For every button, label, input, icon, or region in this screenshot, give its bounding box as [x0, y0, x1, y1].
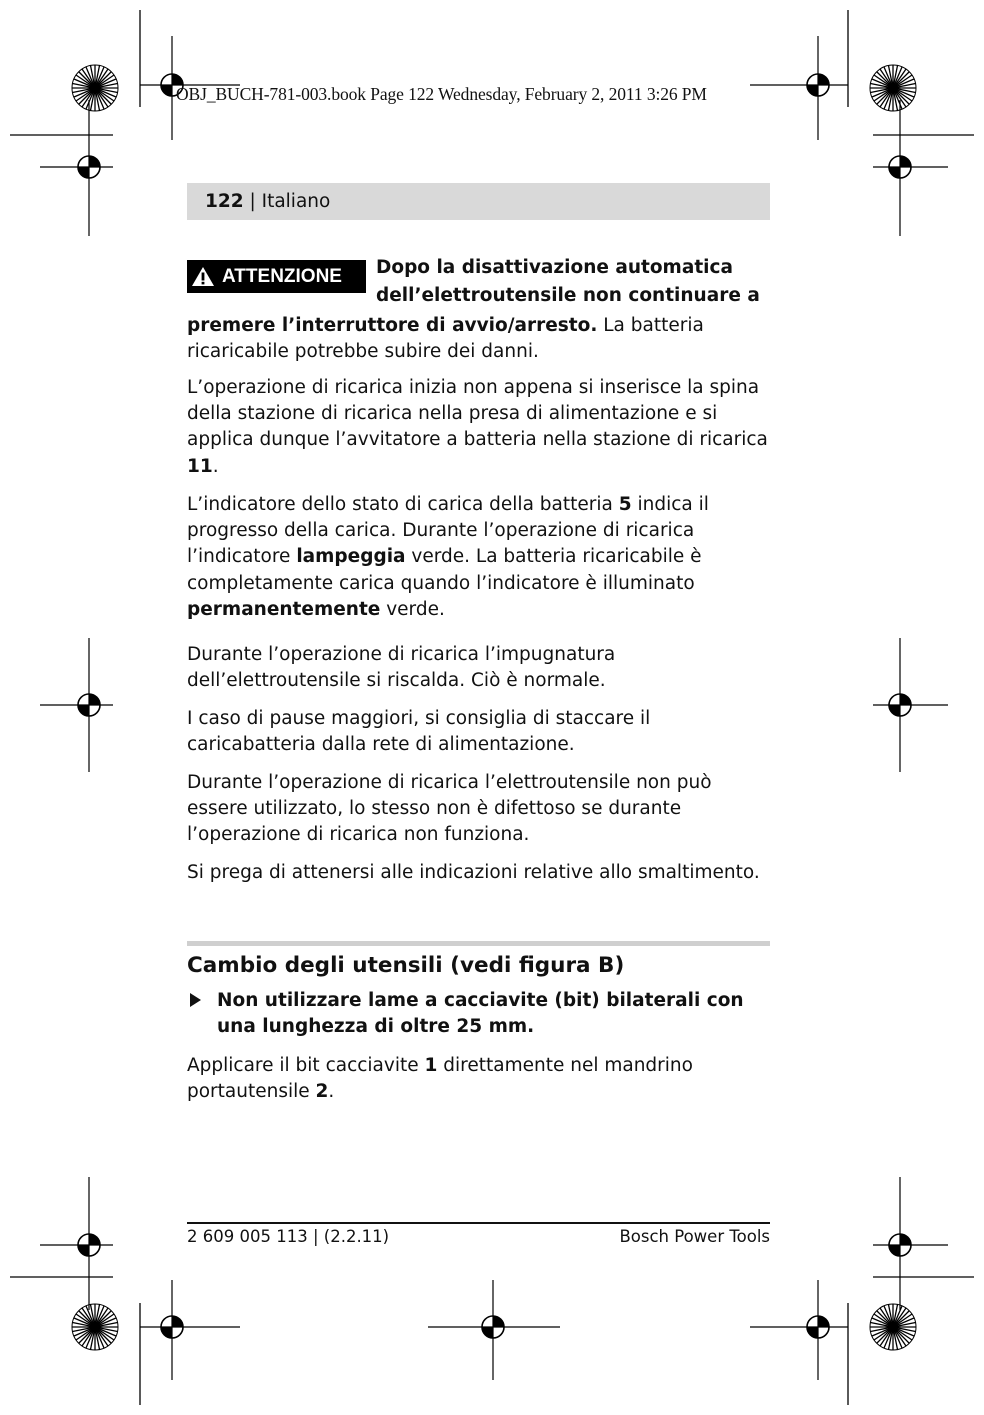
warning-line-1: Dopo la disattivazione automatica	[376, 257, 733, 278]
ref-number: 11	[187, 455, 213, 477]
warning-rest: La batteria ricaricabile potrebbe subire dei danni.	[187, 315, 704, 363]
warning-triangle-icon	[191, 266, 215, 287]
paragraph-insert-bit	[187, 1053, 777, 1105]
footer-rule	[187, 1222, 770, 1224]
text-run: indica il progresso della carica. Durante l’operazione di ricarica l’indicatore	[187, 494, 709, 568]
page-header	[205, 191, 330, 212]
paragraph-long-pauses: I caso di pause maggiori, si consiglia di staccare il caricabatteria dalla rete di alimentazione.	[187, 708, 651, 756]
text-run: direttamente nel mandrino portautensile	[187, 1055, 693, 1103]
text-run: .	[328, 1081, 335, 1103]
page-number: 122	[205, 191, 244, 212]
section-title: Cambio degli utensili (vedi figura B)	[187, 953, 625, 978]
text-run: Applicare il bit cacciavite	[187, 1055, 425, 1076]
paragraph-charging-start	[187, 375, 777, 480]
footer-doc-number: 2 609 005 113 | (2.2.11)	[187, 1227, 390, 1246]
header-language: Italiano	[261, 191, 331, 212]
ref-number: 5	[618, 494, 632, 515]
bullet-arrow-icon	[190, 993, 201, 1007]
paragraph-charge-indicator	[187, 492, 777, 623]
bold-term: permanentemente	[187, 598, 381, 620]
warning-bold-continuation: premere l’interruttore di avvio/arresto.	[187, 315, 598, 336]
text-run: L’operazione di ricarica inizia non appena si inserisce la spina della stazione di ricarica nella presa di alimentazione e si applica dunque l’avvitatore a batteria nella stazione di ricarica	[187, 377, 768, 451]
warning-label: ATTENZIONE	[222, 265, 342, 287]
paragraph-handle-warms: Durante l’operazione di ricarica l’impugnatura dell’elettroutensile si riscalda. Ciò è normale.	[187, 644, 616, 692]
ref-number: 2	[315, 1081, 329, 1103]
header-separator: |	[243, 191, 262, 212]
paragraph-disposal: Si prega di attenersi alle indicazioni relative allo smaltimento.	[187, 862, 760, 883]
text-run: .	[212, 455, 219, 477]
text-run: verde. La batteria ricaricabile è completamente carica quando l’indicatore è illuminato	[187, 546, 702, 594]
warning-continuation	[187, 313, 777, 365]
warning-line-2: dell’elettroutensile non continuare a	[376, 285, 760, 306]
warning-badge	[187, 260, 366, 293]
text-run: L’indicatore dello stato di carica della batteria	[187, 494, 619, 515]
section-divider	[187, 941, 770, 946]
print-slug: OBJ_BUCH-781-003.book Page 122 Wednesday, February 2, 2011 3:26 PM	[176, 84, 707, 104]
text-run: verde.	[380, 598, 445, 620]
ref-number: 1	[424, 1055, 438, 1076]
bullet-warning: Non utilizzare lame a cacciavite (bit) bilaterali con una lunghezza di oltre 25 mm.	[217, 990, 744, 1037]
bold-term: lampeggia	[296, 546, 406, 568]
paragraph-not-usable: Durante l’operazione di ricarica l’elettroutensile non può essere utilizzato, lo stesso non è difettoso se durante l’operazione di ricarica non funziona.	[187, 772, 712, 846]
footer-brand: Bosch Power Tools	[619, 1227, 770, 1246]
